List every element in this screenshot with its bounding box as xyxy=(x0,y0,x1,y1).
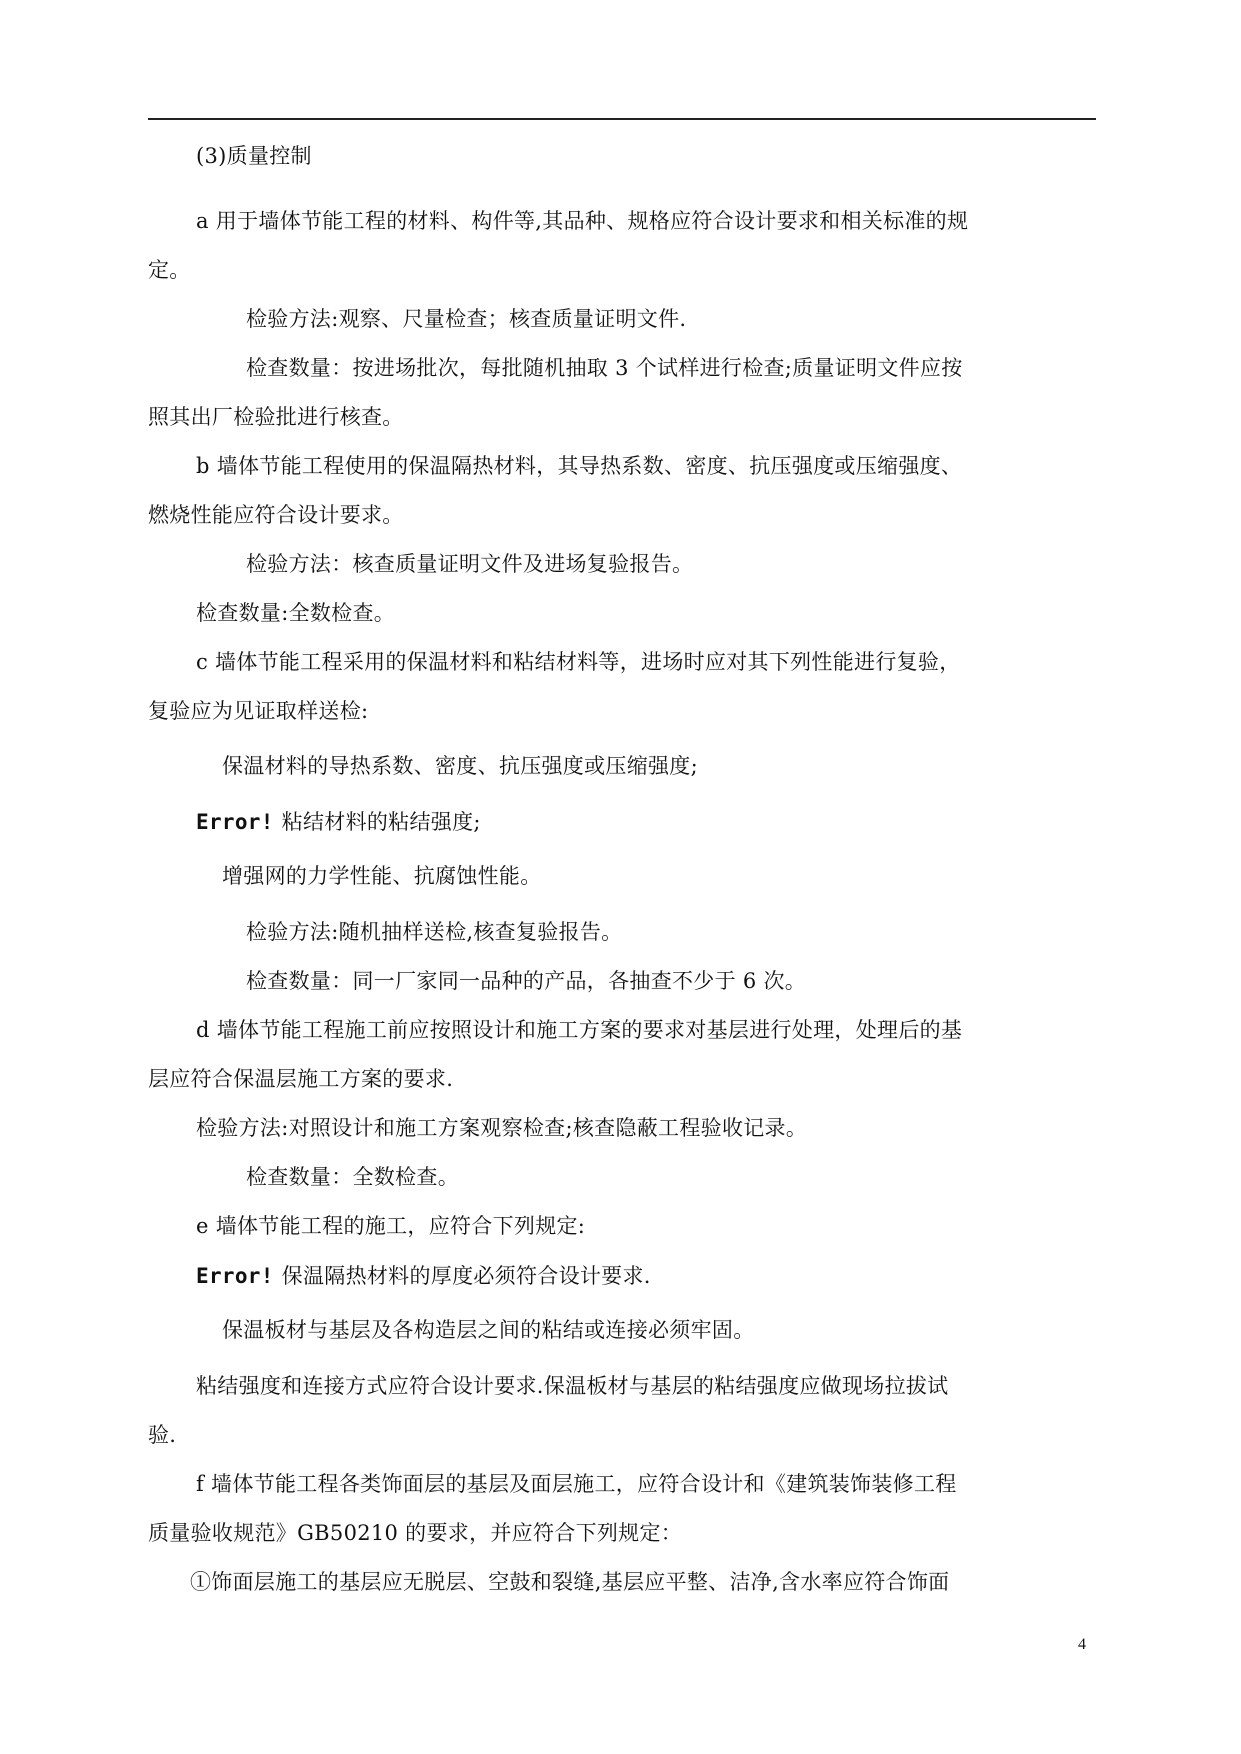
paragraph-line: 检查数量：按进场批次，每批随机抽取 3 个试样进行检查;质量证明文件应按 xyxy=(246,356,963,380)
paragraph-line: f 墙体节能工程各类饰面层的基层及面层施工，应符合设计和《建筑装饰装修工程 xyxy=(196,1472,957,1496)
paragraph-line: 检查数量：全数检查。 xyxy=(246,1165,459,1189)
error-marker: Error! xyxy=(196,1264,274,1288)
paragraph-line: 检验方法:随机抽样送检,核查复验报告。 xyxy=(246,920,623,944)
paragraph-line: 检验方法：核查质量证明文件及进场复验报告。 xyxy=(246,552,694,576)
paragraph-line: 检验方法:观察、尺量检查；核查质量证明文件. xyxy=(246,307,687,331)
paragraph-line: 定。 xyxy=(148,258,191,282)
list-item: Error! 粘结材料的粘结强度; xyxy=(196,810,481,834)
paragraph-line: ①饰面层施工的基层应无脱层、空鼓和裂缝,基层应平整、洁净,含水率应符合饰面 xyxy=(190,1570,950,1594)
paragraph-line: 粘结强度和连接方式应符合设计要求.保温板材与基层的粘结强度应做现场拉拔试 xyxy=(196,1374,949,1398)
paragraph-line: 检验方法:对照设计和施工方案观察检查;核查隐蔽工程验收记录。 xyxy=(196,1116,808,1140)
list-item: 增强网的力学性能、抗腐蚀性能。 xyxy=(222,864,542,888)
page-number: 4 xyxy=(1078,1636,1086,1653)
list-item: 保温板材与基层及各构造层之间的粘结或连接必须牢固。 xyxy=(222,1318,755,1342)
list-item: Error! 保温隔热材料的厚度必须符合设计要求. xyxy=(196,1264,651,1288)
paragraph-line: c 墙体节能工程采用的保温材料和粘结材料等，进场时应对其下列性能进行复验， xyxy=(196,650,961,674)
paragraph-line: 检查数量：同一厂家同一品种的产品，各抽查不少于 6 次。 xyxy=(246,969,807,993)
paragraph-line: e 墙体节能工程的施工，应符合下列规定: xyxy=(196,1214,586,1238)
paragraph-line: b 墙体节能工程使用的保温隔热材料，其导热系数、密度、抗压强度或压缩强度、 xyxy=(196,454,963,478)
paragraph-line: 检查数量:全数检查。 xyxy=(196,601,396,625)
paragraph-line: 质量验收规范》GB50210 的要求，并应符合下列规定： xyxy=(148,1521,683,1545)
paragraph-line: 燃烧性能应符合设计要求。 xyxy=(148,503,404,527)
error-marker: Error! xyxy=(196,810,274,834)
paragraph-line: d 墙体节能工程施工前应按照设计和施工方案的要求对基层进行处理，处理后的基 xyxy=(196,1018,963,1042)
paragraph-line: 验. xyxy=(148,1423,177,1447)
paragraph-line: 层应符合保温层施工方案的要求. xyxy=(148,1067,454,1091)
header-rule xyxy=(148,118,1096,120)
paragraph-line: a 用于墙体节能工程的材料、构件等,其品种、规格应符合设计要求和相关标准的规 xyxy=(196,209,969,233)
paragraph-line: 照其出厂检验批进行核查。 xyxy=(148,405,404,429)
section-heading: (3)质量控制 xyxy=(196,144,312,168)
list-item: 保温材料的导热系数、密度、抗压强度或压缩强度; xyxy=(222,754,698,778)
paragraph-line: 复验应为见证取样送检: xyxy=(148,699,369,723)
